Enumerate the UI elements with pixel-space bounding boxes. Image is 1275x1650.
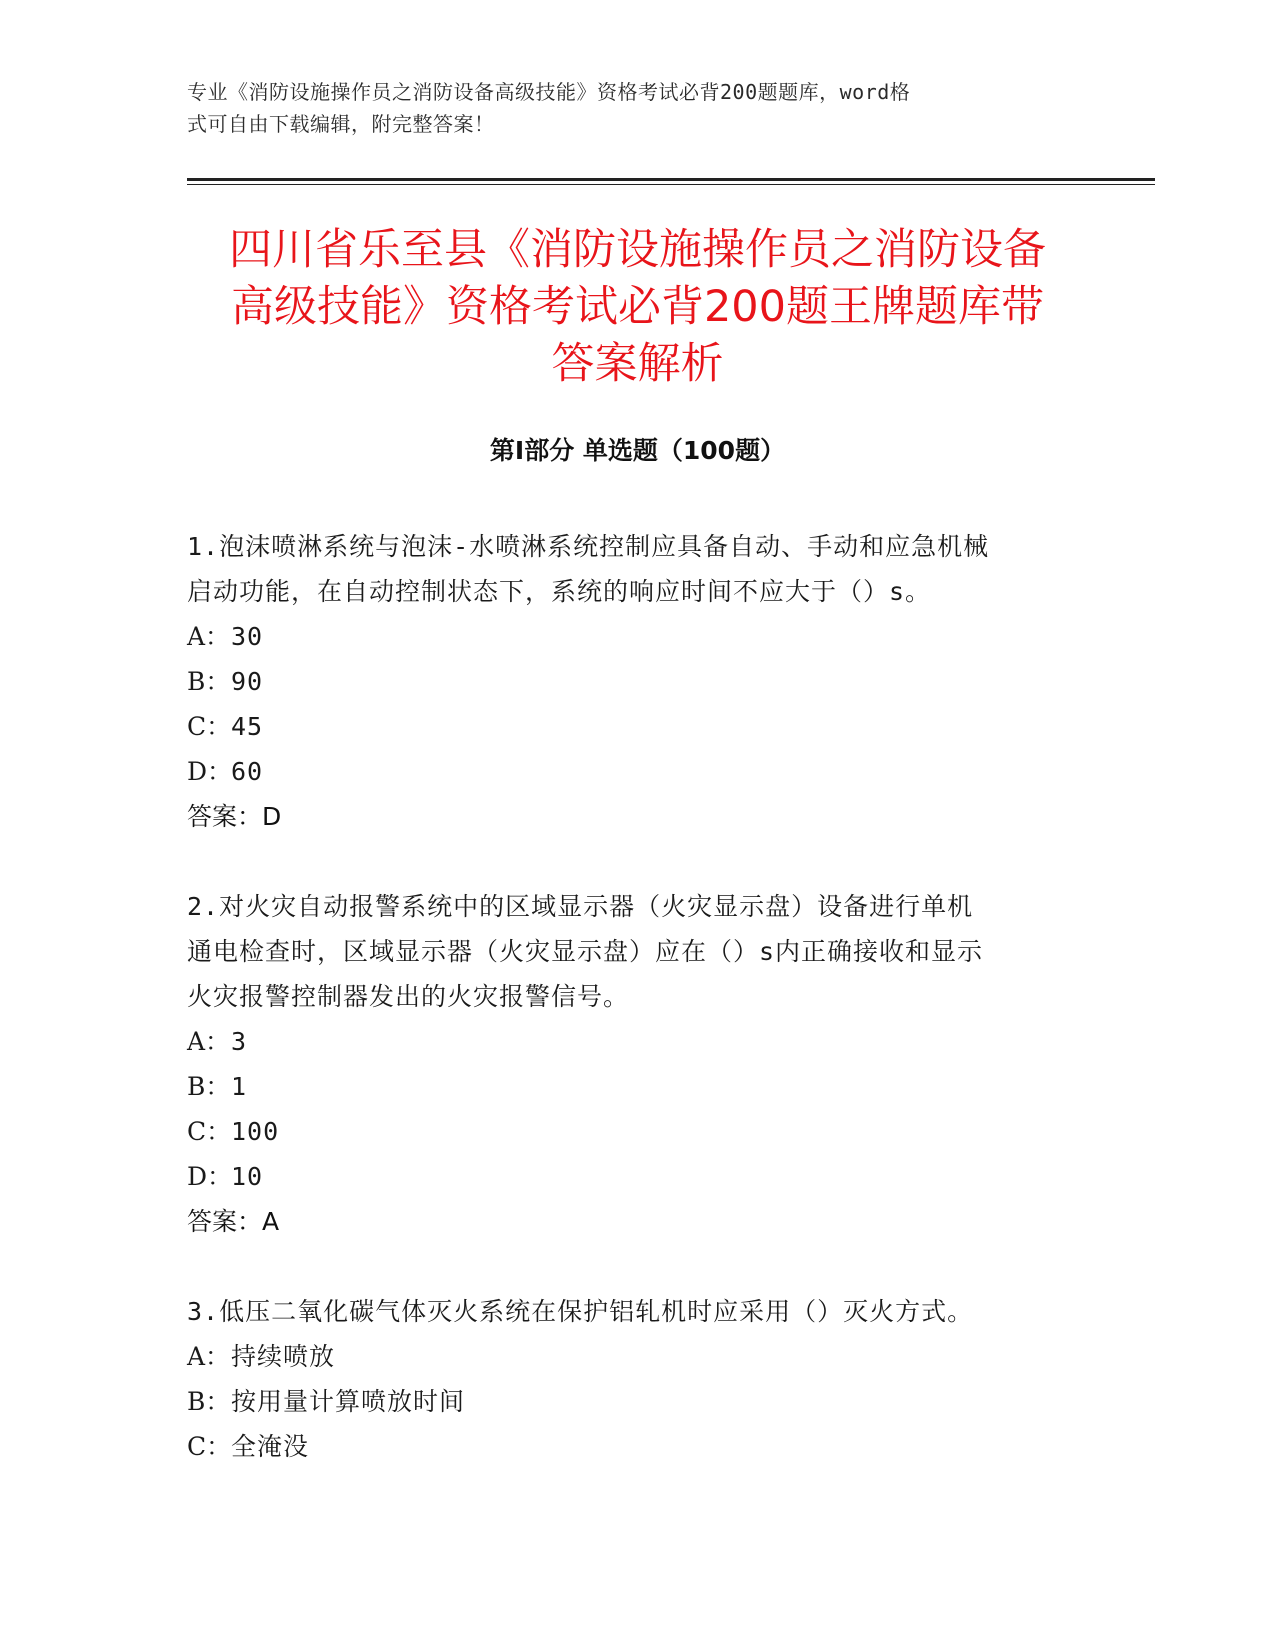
question-1-option-c [187,704,1087,749]
question-2-option-b [187,1064,1087,1109]
header-note-line-2: 式可自由下载编辑，附完整答案！ [187,112,495,136]
question-1 [187,524,1087,884]
option-key: C： [187,1432,232,1461]
option-key: B： [187,1072,231,1101]
option-text: 持续喷放 [231,1342,336,1371]
question-2-option-c [187,1109,1087,1154]
question-1-stem-line-2: 启动功能，在自动控制状态下，系统的响应时间不应大于（）s。 [187,577,932,606]
question-3-option-c [187,1424,1087,1469]
option-text: 3 [231,1027,248,1056]
document-title-line-3: 答案解析 [551,339,724,389]
question-3-option-a [187,1334,1087,1379]
option-key: B： [187,1387,231,1416]
question-spacer [187,839,1087,884]
question-1-stem-line-1: 1.泡沫喷淋系统与泡沫-水喷淋系统控制应具备自动、手动和应急机械 [187,532,990,561]
question-2-stem-line-3: 火灾报警控制器发出的火灾报警信号。 [187,982,630,1011]
header-divider-thick [187,178,1155,181]
option-text: 45 [231,712,264,741]
document-title-line-1: 四川省乐至县《消防设施操作员之消防设备 [229,225,1046,275]
section-title: 第Ⅰ部分 单选题（100题） [489,436,786,465]
question-3 [187,1289,1087,1469]
header-note-line-1: 专业《消防设施操作员之消防设备高级技能》资格考试必背200题题库，word格 [187,80,911,104]
option-text: 30 [231,622,264,651]
question-2-answer: 答案：A [187,1207,280,1236]
question-2-option-a [187,1019,1087,1064]
option-text: 100 [231,1117,280,1146]
option-text: 按用量计算喷放时间 [231,1387,466,1416]
option-text: 90 [231,667,264,696]
question-1-option-b [187,659,1087,704]
option-text: 全淹没 [231,1432,310,1461]
question-list [187,524,1087,1469]
question-spacer [187,1244,1087,1289]
option-key: A： [187,1342,231,1371]
question-1-option-d [187,749,1087,794]
option-key: A： [187,622,231,651]
document-title [160,222,1115,393]
option-text: 10 [231,1162,264,1191]
question-2 [187,884,1087,1289]
question-1-option-a [187,614,1087,659]
question-1-answer: 答案：D [187,802,282,831]
option-key: B： [187,667,231,696]
header-note [187,76,1087,140]
option-text: 1 [231,1072,248,1101]
option-key: C： [187,1117,232,1146]
question-3-stem-line-1: 3.低压二氧化碳气体灭火系统在保护铝轧机时应采用（）灭火方式。 [187,1297,974,1326]
option-key: A： [187,1027,231,1056]
option-key: C： [187,712,232,741]
option-key: D： [187,1162,233,1191]
option-key: D： [187,757,233,786]
question-2-option-d [187,1154,1087,1199]
question-2-stem-line-1: 2.对火灾自动报警系统中的区域显示器（火灾显示盘）设备进行单机 [187,892,974,921]
header-divider-thin [187,184,1155,185]
document-title-line-2: 高级技能》资格考试必背200题王牌题库带 [230,282,1045,332]
question-3-option-b [187,1379,1087,1424]
question-2-stem-line-2: 通电检查时，区域显示器（火灾显示盘）应在（）s内正确接收和显示 [187,937,984,966]
option-text: 60 [231,757,264,786]
